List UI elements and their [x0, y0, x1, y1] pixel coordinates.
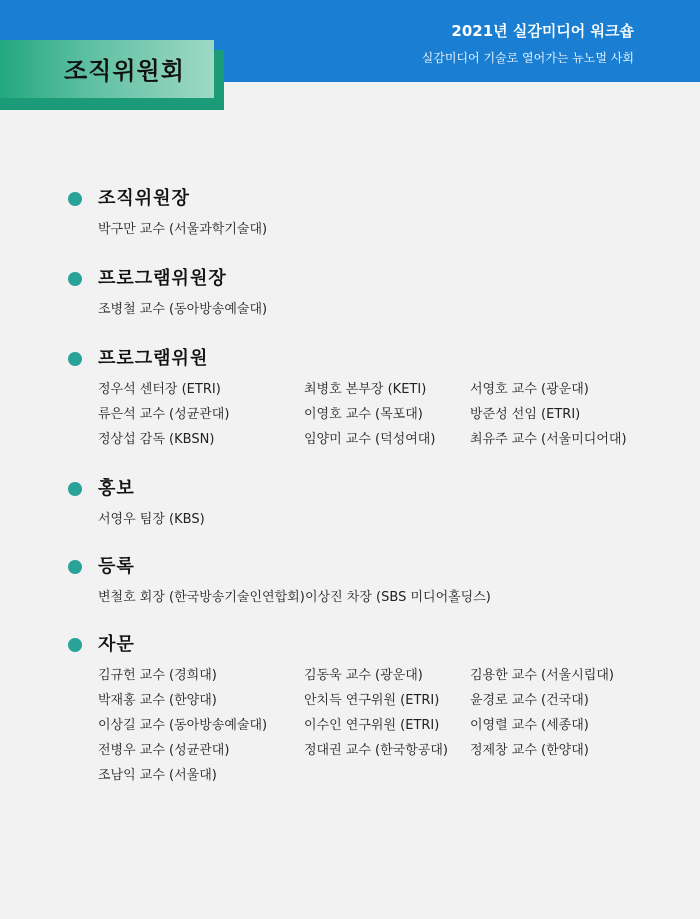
member-entry: 박재홍 교수 (한양대) [98, 693, 217, 708]
member-entry: 이수인 연구위원 (ETRI) [304, 718, 440, 733]
member-entry: 최병호 본부장 (KETI) [304, 382, 427, 397]
member-entry: 서영우 팀장 (KBS) [98, 512, 205, 527]
section-bullet [68, 272, 82, 286]
member-entry: 이영호 교수 (목포대) [304, 407, 423, 422]
member-entry: 조남익 교수 (서울대) [98, 768, 217, 783]
section-title: 홍보 [98, 478, 135, 499]
event-title: 2021년 실감미디어 워크숍 [451, 22, 634, 40]
section-bullet [68, 352, 82, 366]
member-entry: 서영호 교수 (광운대) [470, 382, 589, 397]
event-subtitle: 실감미디어 기술로 열어가는 뉴노멀 사회 [421, 51, 634, 65]
member-entry: 김동욱 교수 (광운대) [304, 668, 423, 683]
section-bullet [68, 560, 82, 574]
section-bullet [68, 638, 82, 652]
member-entry: 김용한 교수 (서울시립대) [470, 668, 614, 683]
member-entry: 조병철 교수 (동아방송예술대) [98, 302, 268, 317]
member-entry: 윤경로 교수 (건국대) [470, 693, 589, 708]
page-title: 조직위원회 [64, 57, 185, 85]
member-entry: 김규헌 교수 (경희대) [98, 668, 217, 683]
section-title: 조직위원장 [98, 188, 190, 209]
member-entry: 정제창 교수 (한양대) [470, 743, 589, 758]
section-bullet [68, 482, 82, 496]
member-entry: 이상진 차장 (SBS 미디어홀딩스) [305, 590, 491, 605]
member-entry: 정대권 교수 (한국항공대) [304, 743, 448, 758]
member-entry: 류은석 교수 (성균관대) [98, 407, 230, 422]
member-entry: 정상섭 감독 (KBSN) [98, 432, 215, 447]
member-entry: 안치득 연구위원 (ETRI) [304, 693, 440, 708]
member-entry: 방준성 선임 (ETRI) [470, 407, 581, 422]
member-entry: 이영렬 교수 (세종대) [470, 718, 589, 733]
member-entry: 박구만 교수 (서울과학기술대) [98, 222, 268, 237]
section-title: 프로그램위원장 [98, 268, 227, 289]
member-entry: 최유주 교수 (서울미디어대) [470, 432, 627, 447]
section-title: 프로그램위원 [98, 348, 209, 369]
member-entry: 전병우 교수 (성균관대) [98, 743, 230, 758]
section-title: 자문 [98, 634, 135, 655]
member-entry: 임양미 교수 (덕성여대) [304, 432, 436, 447]
member-entry: 이상길 교수 (동아방송예술대) [98, 718, 268, 733]
section-bullet [68, 192, 82, 206]
section-title: 등록 [98, 556, 135, 577]
member-entry: 변철호 회장 (한국방송기술인연합회) [98, 590, 305, 605]
member-entry: 정우석 센터장 (ETRI) [98, 382, 221, 397]
